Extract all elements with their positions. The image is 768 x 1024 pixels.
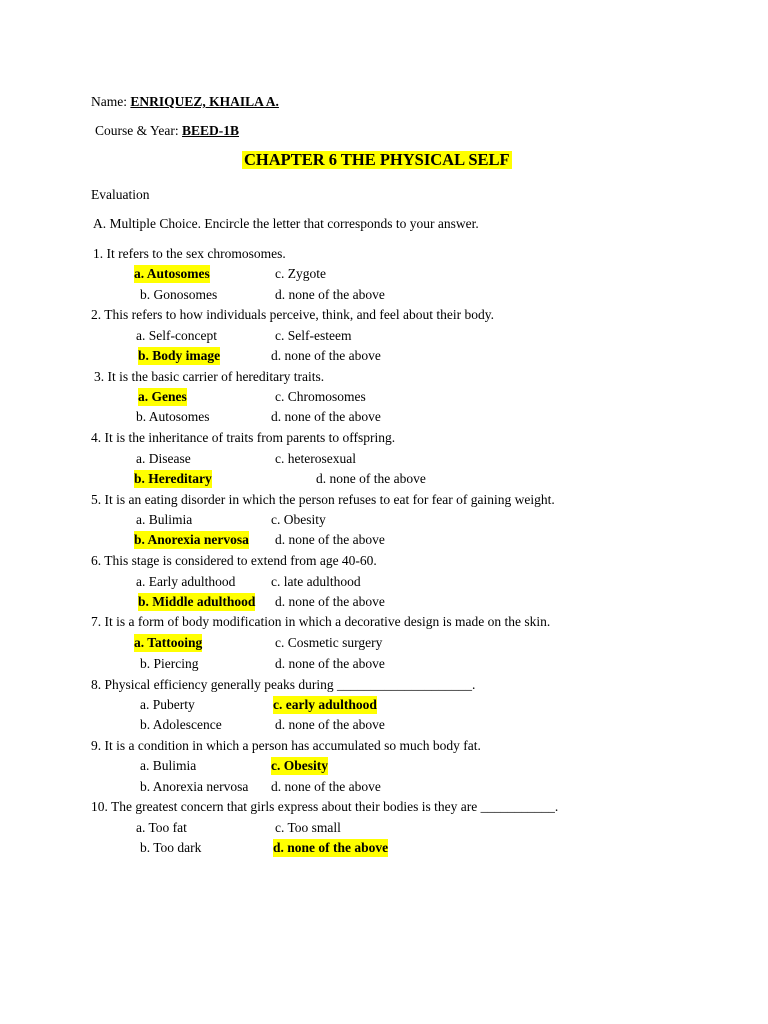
question-1: 1. It refers to the sex chromosomes. bbox=[93, 246, 286, 261]
q4-option-c[interactable]: c. heterosexual bbox=[275, 451, 356, 466]
q10-option-d[interactable]: d. none of the above bbox=[273, 840, 389, 855]
question-5: 5. It is an eating disorder in which the person refuses to eat for fear of gaining weight. bbox=[91, 492, 555, 507]
question-10: 10. The greatest concern that girls express about their bodies is they are ___________. bbox=[91, 799, 559, 814]
instructions: A. Multiple Choice. Encircle the letter that corresponds to your answer. bbox=[93, 216, 479, 231]
q1-option-d[interactable]: d. none of the above bbox=[275, 287, 385, 302]
q8-option-b[interactable]: b. Adolescence bbox=[140, 717, 222, 732]
name-label: Name: bbox=[91, 94, 131, 109]
q9-option-b[interactable]: b. Anorexia nervosa bbox=[140, 779, 249, 794]
student-name: ENRIQUEZ, KHAILA A. bbox=[130, 94, 279, 109]
q10-option-a[interactable]: a. Too fat bbox=[136, 820, 187, 835]
q5-option-c[interactable]: c. Obesity bbox=[271, 512, 326, 527]
q3-option-b[interactable]: b. Autosomes bbox=[136, 409, 210, 424]
q7-option-c[interactable]: c. Cosmetic surgery bbox=[275, 635, 383, 650]
q2-option-a[interactable]: a. Self-concept bbox=[136, 328, 217, 343]
q8-option-a[interactable]: a. Puberty bbox=[140, 697, 195, 712]
q5-option-d[interactable]: d. none of the above bbox=[275, 532, 385, 547]
question-6: 6. This stage is considered to extend from age 40-60. bbox=[91, 553, 377, 568]
q7-option-a[interactable]: a. Tattooing bbox=[134, 635, 203, 650]
q6-option-c[interactable]: c. late adulthood bbox=[271, 574, 361, 589]
course-label: Course & Year: bbox=[95, 123, 182, 138]
question-4: 4. It is the inheritance of traits from parents to offspring. bbox=[91, 430, 396, 445]
q5-option-b[interactable]: b. Anorexia nervosa bbox=[134, 532, 249, 547]
section-heading: Evaluation bbox=[91, 187, 150, 202]
q10-option-b[interactable]: b. Too dark bbox=[140, 840, 202, 855]
q7-option-b[interactable]: b. Piercing bbox=[140, 656, 199, 671]
q3-option-d[interactable]: d. none of the above bbox=[271, 409, 381, 424]
q4-option-a[interactable]: a. Disease bbox=[136, 451, 191, 466]
name-line bbox=[91, 93, 279, 111]
question-7: 7. It is a form of body modification in which a decorative design is made on the skin. bbox=[91, 614, 551, 629]
question-9: 9. It is a condition in which a person has accumulated so much body fat. bbox=[91, 738, 481, 753]
q1-option-c[interactable]: c. Zygote bbox=[275, 266, 326, 281]
q2-option-c[interactable]: c. Self-esteem bbox=[275, 328, 352, 343]
q9-option-c[interactable]: c. Obesity bbox=[271, 758, 328, 773]
q3-option-c[interactable]: c. Chromosomes bbox=[275, 389, 366, 404]
q8-option-c[interactable]: c. early adulthood bbox=[273, 697, 377, 712]
q8-option-d[interactable]: d. none of the above bbox=[275, 717, 385, 732]
q9-option-d[interactable]: d. none of the above bbox=[271, 779, 381, 794]
question-2: 2. This refers to how individuals perceive, think, and feel about their body. bbox=[91, 307, 495, 322]
q6-option-d[interactable]: d. none of the above bbox=[275, 594, 385, 609]
course-year: BEED-1B bbox=[182, 123, 240, 138]
q5-option-a[interactable]: a. Bulimia bbox=[136, 512, 193, 527]
q1-option-a[interactable]: a. Autosomes bbox=[134, 266, 210, 281]
question-8: 8. Physical efficiency generally peaks during ____________________. bbox=[91, 677, 476, 692]
q6-option-a[interactable]: a. Early adulthood bbox=[136, 574, 236, 589]
q4-option-b[interactable]: b. Hereditary bbox=[134, 471, 212, 486]
q2-option-b[interactable]: b. Body image bbox=[138, 348, 221, 363]
course-line bbox=[95, 122, 239, 140]
q4-option-d[interactable]: d. none of the above bbox=[316, 471, 426, 486]
q6-option-b[interactable]: b. Middle adulthood bbox=[138, 594, 256, 609]
q9-option-a[interactable]: a. Bulimia bbox=[140, 758, 197, 773]
q1-option-b[interactable]: b. Gonosomes bbox=[140, 287, 218, 302]
page-title: CHAPTER 6 THE PHYSICAL SELF bbox=[244, 150, 510, 169]
q2-option-d[interactable]: d. none of the above bbox=[271, 348, 381, 363]
q3-option-a[interactable]: a. Genes bbox=[138, 389, 187, 404]
q10-option-c[interactable]: c. Too small bbox=[275, 820, 341, 835]
question-3: 3. It is the basic carrier of hereditary traits. bbox=[94, 369, 325, 384]
q7-option-d[interactable]: d. none of the above bbox=[275, 656, 385, 671]
